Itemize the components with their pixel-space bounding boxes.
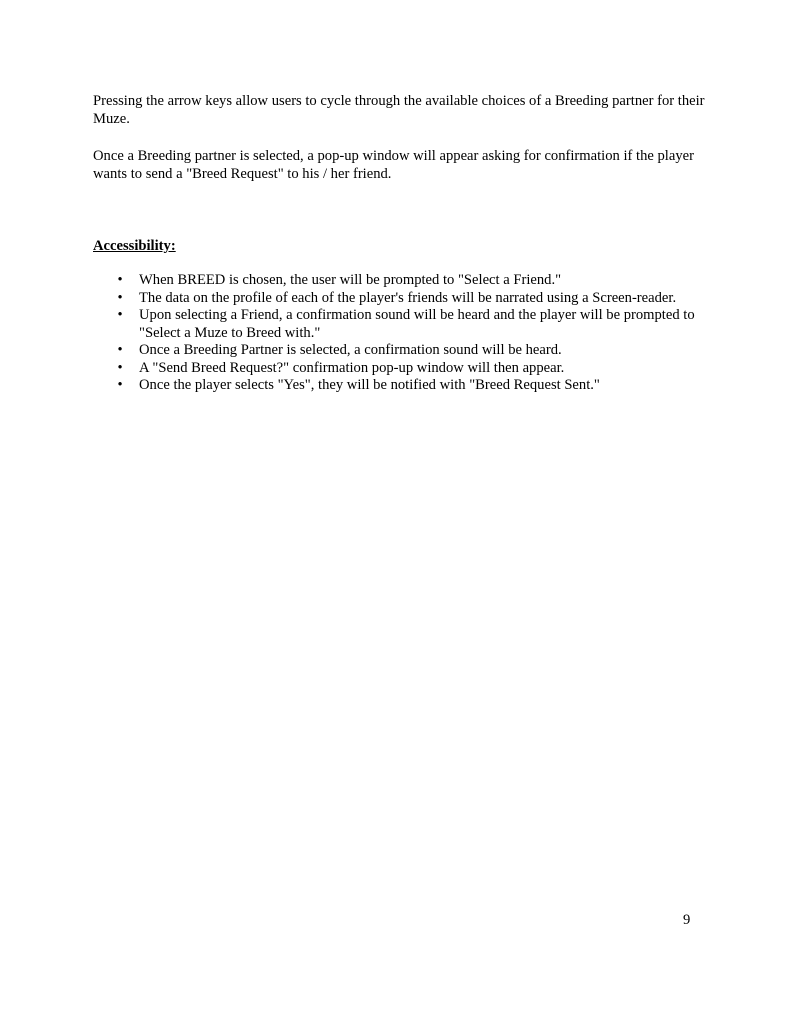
accessibility-list [93,272,713,395]
list-item-text: Upon selecting a Friend, a confirmation sound will be heard and the player will be prompted to "Select a Muze to Breed with." [139,307,695,341]
accessibility-heading: Accessibility: [93,238,176,254]
list-item [93,360,713,378]
list-item-text: A "Send Breed Request?" confirmation pop-up window will then appear. [139,359,565,376]
list-item-text: The data on the profile of each of the player's friends will be narrated using a Screen-reader. [139,289,677,306]
bullet-icon: • [117,307,123,323]
list-item [93,290,713,308]
bullet-icon: • [117,289,123,306]
list-item [93,272,713,290]
bullet-icon: • [117,359,123,376]
bullet-icon: • [117,377,123,393]
list-item-text: Once a Breeding Partner is selected, a confirmation sound will be heard. [139,342,562,358]
bullet-icon: • [117,342,123,358]
paragraph-breeding-confirmation: Once a Breeding partner is selected, a pop-up window will appear asking for confirmation if the player wants to send a "Breed Request" to his / her friend. [93,148,694,182]
list-item [93,307,713,342]
paragraph-arrow-keys: Pressing the arrow keys allow users to cycle through the available choices of a Breeding partner for their Muze. [93,93,705,127]
list-item [93,377,713,395]
bullet-icon: • [117,272,123,288]
list-item-text: Once the player selects "Yes", they will be notified with "Breed Request Sent." [139,377,600,393]
list-item-text: When BREED is chosen, the user will be prompted to "Select a Friend." [139,272,562,288]
list-item [93,342,713,360]
page-number: 9 [683,912,691,928]
